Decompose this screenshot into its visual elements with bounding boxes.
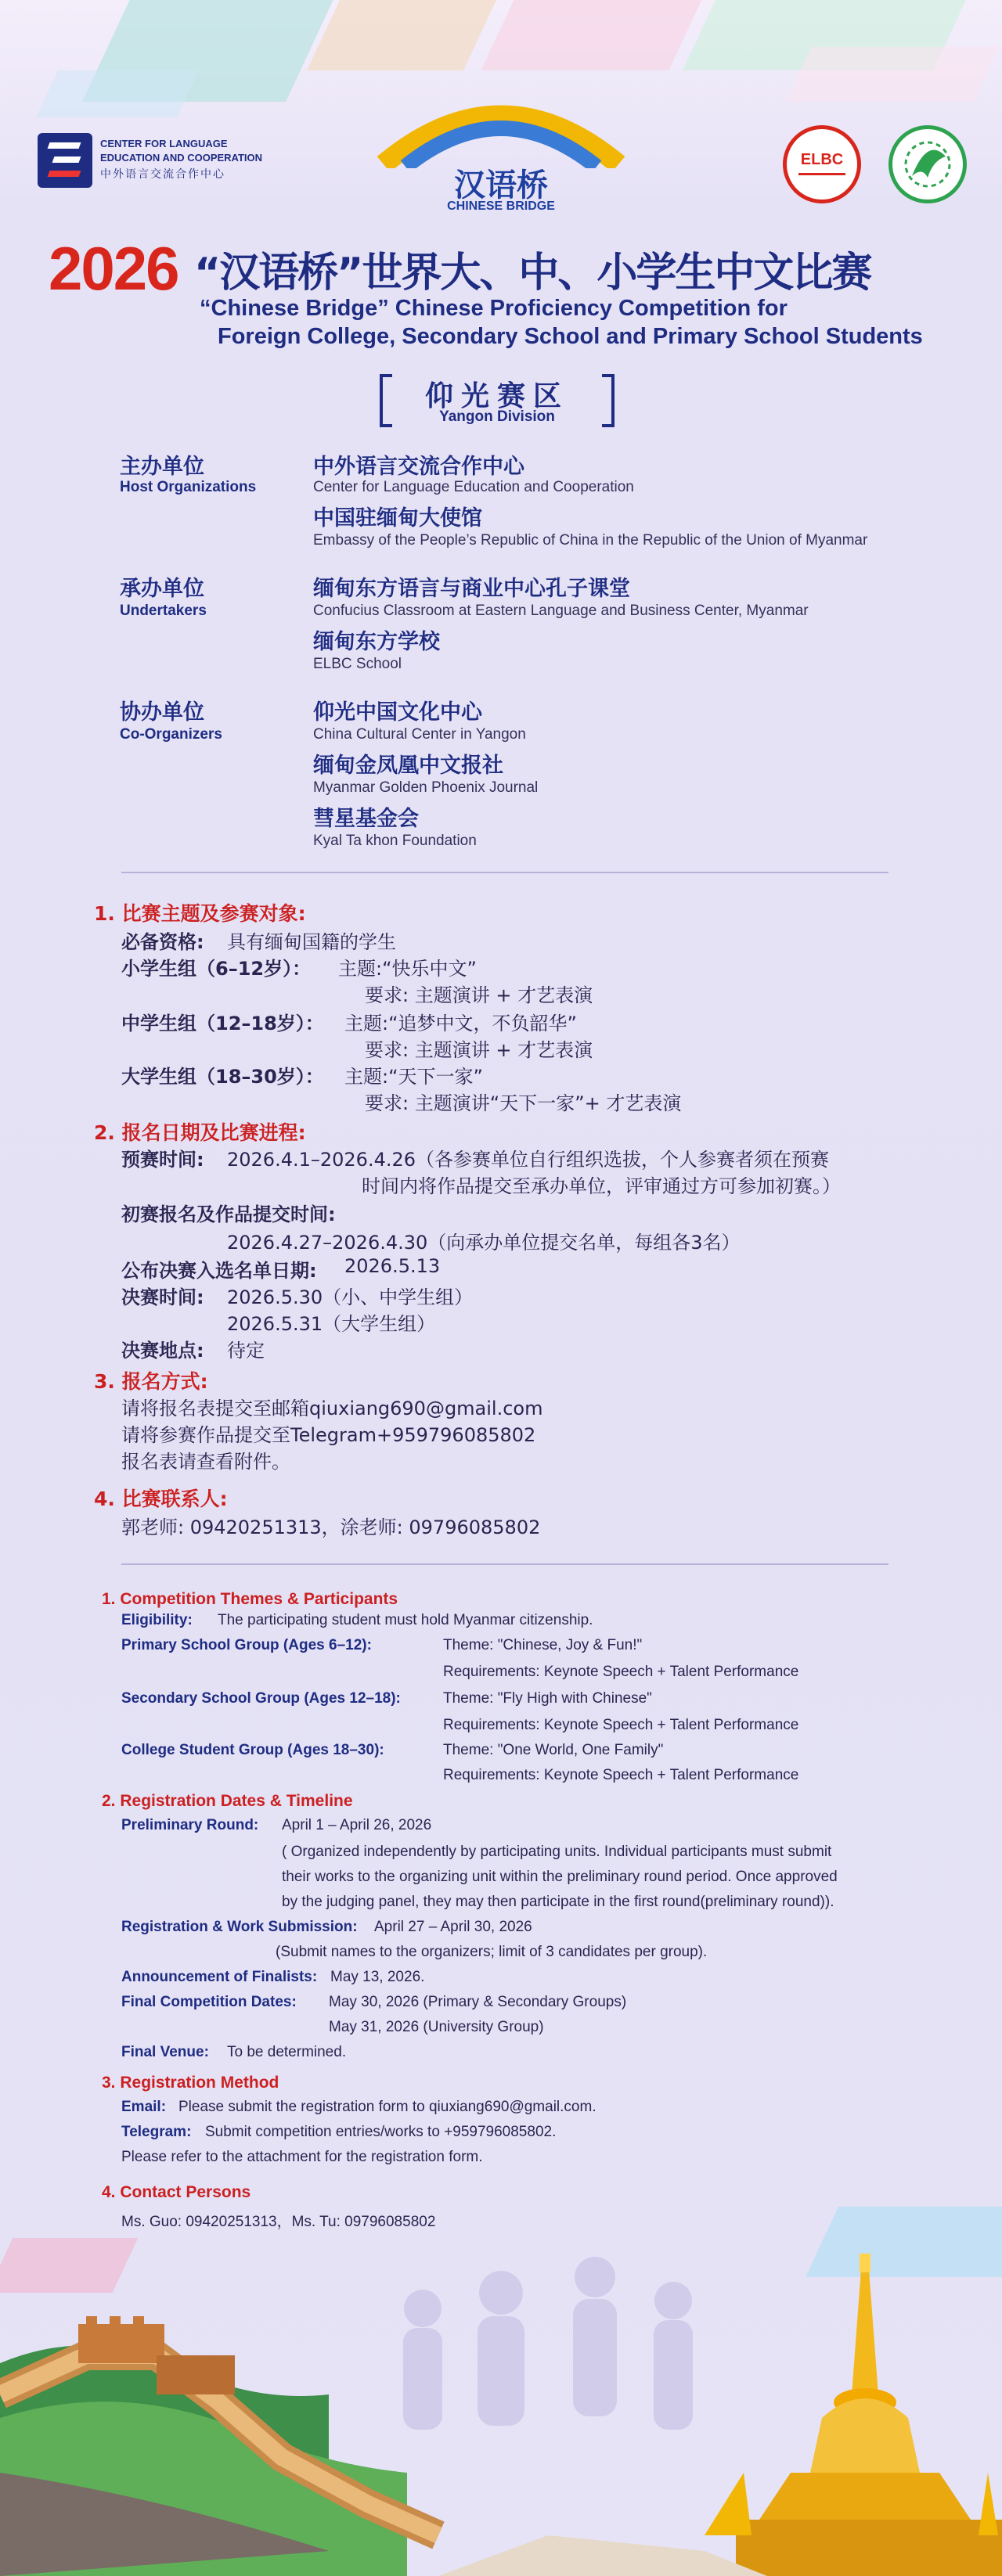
title-zh: “汉语桥”世界大、中、小学生中文比赛 (194, 250, 871, 297)
zh-s2-announce-label: 公布决赛入选名单日期: (121, 1260, 317, 1282)
co-1-en: China Cultural Center in Yangon (313, 726, 526, 743)
co-label-zh: 协办单位 (120, 700, 204, 725)
zh-s3-line-2: 请将参赛作品提交至Telegram+959796085802 (121, 1424, 536, 1446)
en-s1-secondary-theme: Theme: "Fly High with Chinese" (443, 1690, 652, 1707)
en-s3-tg-label: Telegram: (121, 2124, 192, 2140)
elbc-logo (783, 125, 861, 203)
en-s4-title: 4. Contact Persons (102, 2183, 251, 2201)
en-s1-primary-label: Primary School Group (Ages 6–12): (121, 1637, 372, 1653)
zh-s1-primary-label: 小学生组（6–12岁）： (121, 958, 312, 980)
undertaker-2-zh: 缅甸东方学校 (313, 630, 440, 654)
en-s2-final-date-1: May 30, 2026 (Primary & Secondary Groups) (329, 1994, 627, 2010)
zh-s3-line-3: 报名表请查看附件。 (121, 1451, 290, 1473)
leaf-swirl-icon (892, 129, 963, 200)
en-s1-secondary-label: Secondary School Group (Ages 12–18): (121, 1690, 401, 1707)
zh-s2-prelim-label: 预赛时间: (121, 1149, 204, 1171)
en-s2-reg-label: Registration & Work Submission: (121, 1919, 358, 1935)
clec-name-zh: 中外语言交流合作中心 (100, 168, 225, 181)
zh-s1-secondary-label: 中学生组（12–18岁）： (121, 1013, 324, 1034)
en-s2-final-date-2: May 31, 2026 (University Group) (329, 2019, 544, 2035)
co-1-zh: 仰光中国文化中心 (313, 700, 482, 725)
en-s2-announce-date: May 13, 2026. (330, 1969, 425, 1985)
host-label-zh: 主办单位 (120, 455, 204, 479)
co-2-en: Myanmar Golden Phoenix Journal (313, 779, 539, 796)
zh-s1-secondary-theme: 主题:“追梦中文，不负韶华” (344, 1013, 577, 1034)
zh-s2-prelim-text-1: 2026.4.1–2026.4.26（各参赛单位自行组织选拔，个人参赛者须在预赛 (227, 1149, 830, 1171)
clec-name-en-2: EDUCATION AND COOPERATION (100, 152, 263, 164)
bridge-arc-icon (368, 82, 634, 168)
clec-name-en-1: CENTER FOR LANGUAGE (100, 138, 228, 149)
en-s3-attach: Please refer to the attachment for the registration form. (121, 2149, 483, 2165)
undertaker-label-en: Undertakers (120, 603, 207, 619)
en-s3-email-label: Email: (121, 2099, 167, 2115)
clec-emblem-icon (38, 133, 92, 188)
zh-s4-title: 4. 比赛联系人: (94, 1488, 228, 1510)
zh-s3-title: 3. 报名方式: (94, 1370, 208, 1393)
division-en: Yangon Division (439, 408, 555, 425)
chinese-bridge-logo (368, 82, 634, 219)
en-s1-elig-label: Eligibility: (121, 1612, 193, 1628)
zh-s1-elig-label: 必备资格: (121, 931, 204, 953)
en-s2-venue-label: Final Venue: (121, 2044, 209, 2060)
zh-s2-final-label: 决赛时间: (121, 1286, 204, 1308)
title-year: 2026 (49, 234, 178, 303)
zh-s2-venue-text: 待定 (227, 1340, 265, 1362)
co-label-en: Co-Organizers (120, 726, 222, 743)
en-s3-title: 3. Registration Method (102, 2074, 279, 2092)
zh-s1-primary-req: 要求: 主题演讲 + 才艺表演 (365, 984, 593, 1006)
zh-s4-line: 郭老师: 09420251313，涂老师: 09796085802 (121, 1516, 541, 1538)
pagoda-icon (705, 2254, 1002, 2576)
en-s2-announce-label: Announcement of Finalists: (121, 1969, 318, 1985)
en-s2-prelim-date: April 1 – April 26, 2026 (282, 1817, 432, 1833)
en-s2-venue-text: To be determined. (227, 2044, 347, 2060)
division-zh: 仰光赛区 (424, 380, 569, 412)
co-3-zh: 彗星基金会 (313, 807, 419, 831)
en-s3-email-text: Please submit the registration form to qiuxiang690@gmail.com. (178, 2099, 597, 2115)
divider-2 (121, 1563, 888, 1565)
undertaker-1-en: Confucius Classroom at Eastern Language and Business Center, Myanmar (313, 603, 809, 619)
zh-s2-final-text-1: 2026.5.30（小、中学生组） (227, 1286, 474, 1308)
en-s1-elig-text: The participating student must hold Myanmar citizenship. (218, 1612, 593, 1628)
co-2-zh: 缅甸金凤凰中文报社 (313, 754, 503, 778)
host-2-en: Embassy of the People’s Republic of China in the Republic of the Union of Myanmar (313, 532, 868, 549)
host-1-en: Center for Language Education and Cooperation (313, 479, 634, 495)
en-s2-reg-note: (Submit names to the organizers; limit of 3 candidates per group). (276, 1944, 708, 1960)
en-s1-secondary-req: Requirements: Keynote Speech + Talent Performance (443, 1717, 799, 1733)
zh-s1-title: 1. 比赛主题及参赛对象: (94, 902, 306, 925)
host-label-en: Host Organizations (120, 479, 257, 495)
zh-s2-reg-label: 初赛报名及作品提交时间: (121, 1203, 336, 1225)
divider-1 (121, 872, 888, 873)
en-s2-prelim-note-1: ( Organized independently by participating units. Individual participants must submit (282, 1844, 832, 1860)
en-s1-primary-theme: Theme: "Chinese, Joy & Fun!" (443, 1637, 643, 1653)
title-en-line-2: Foreign College, Secondary School and Primary School Students (218, 324, 923, 349)
co-3-en: Kyal Ta khon Foundation (313, 833, 477, 849)
zh-s2-venue-label: 决赛地点: (121, 1340, 204, 1362)
en-s1-college-label: College Student Group (Ages 18–30): (121, 1742, 384, 1758)
zh-s2-announce-text: 2026.5.13 (344, 1255, 441, 1277)
division-bracket (380, 374, 615, 432)
zh-s1-college-theme: 主题:“天下一家” (344, 1066, 483, 1088)
en-s1-college-req: Requirements: Keynote Speech + Talent Performance (443, 1767, 799, 1783)
en-s1-title: 1. Competition Themes & Participants (102, 1590, 398, 1608)
undertaker-label-zh: 承办单位 (120, 577, 204, 601)
en-s1-college-theme: Theme: "One World, One Family" (443, 1742, 664, 1758)
zh-s1-secondary-req: 要求: 主题演讲 + 才艺表演 (365, 1039, 593, 1061)
great-wall-icon (0, 2238, 1002, 2576)
zh-s1-primary-theme: 主题:“快乐中文” (338, 958, 477, 980)
elbc-logo-text: ELBC (800, 151, 844, 168)
title-en-line-1: “Chinese Bridge” Chinese Proficiency Competition for (200, 296, 788, 321)
zh-s2-reg-text: 2026.4.27–2026.4.30（向承办单位提交名单，每组各3名） (227, 1232, 741, 1254)
en-s2-title: 2. Registration Dates & Timeline (102, 1792, 353, 1810)
zh-s1-elig-text: 具有缅甸国籍的学生 (227, 931, 396, 953)
undertaker-2-en: ELBC School (313, 656, 402, 672)
en-s2-reg-date: April 27 – April 30, 2026 (374, 1919, 532, 1935)
en-s2-prelim-label: Preliminary Round: (121, 1817, 259, 1833)
bridge-logo-zh: 汉语桥 (454, 167, 548, 203)
en-s3-tg-text: Submit competition entries/works to +959796085802. (205, 2124, 557, 2140)
host-1-zh: 中外语言交流合作中心 (313, 455, 524, 479)
green-emblem-logo (888, 125, 967, 203)
en-s4-line: Ms. Guo: 09420251313，Ms. Tu: 09796085802 (121, 2214, 436, 2230)
zh-s1-college-req: 要求: 主题演讲“天下一家”+ 才艺表演 (365, 1092, 682, 1114)
en-s2-prelim-note-3: by the judging panel, they may then participate in the first round(preliminary round)). (282, 1894, 834, 1910)
zh-s2-final-text-2: 2026.5.31（大学生组） (227, 1313, 436, 1335)
zh-s3-line-1: 请将报名表提交至邮箱qiuxiang690@gmail.com (121, 1398, 543, 1419)
clec-logo (38, 133, 296, 188)
en-s2-prelim-note-2: their works to the organizing unit within the preliminary round period. Once approved (282, 1869, 838, 1885)
zh-s1-college-label: 大学生组（18–30岁）： (121, 1066, 324, 1088)
en-s1-primary-req: Requirements: Keynote Speech + Talent Performance (443, 1664, 799, 1680)
host-2-zh: 中国驻缅甸大使馆 (313, 506, 482, 531)
zh-s2-title: 2. 报名日期及比赛进程: (94, 1121, 306, 1144)
en-s2-final-label: Final Competition Dates: (121, 1994, 297, 2010)
zh-s2-prelim-text-2: 时间内将作品提交至承办单位，评审通过方可参加初赛。） (362, 1175, 841, 1197)
bridge-logo-en: CHINESE BRIDGE (447, 200, 555, 213)
undertaker-1-zh: 缅甸东方语言与商业中心孔子课堂 (313, 577, 630, 601)
